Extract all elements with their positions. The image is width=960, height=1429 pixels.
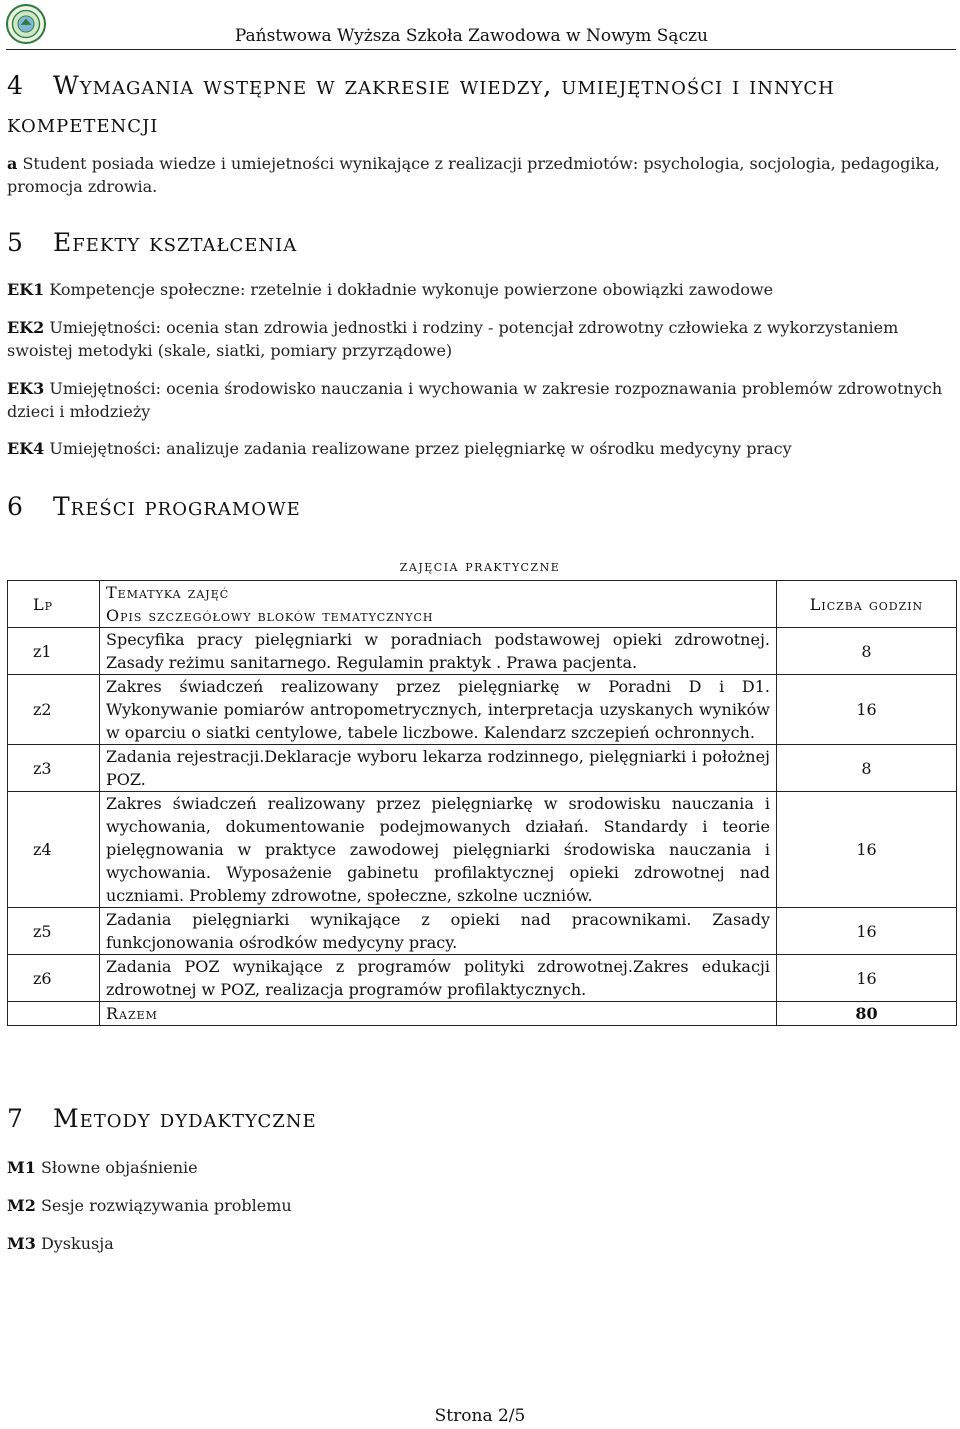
section-number: 7 (7, 1104, 24, 1133)
item-tag: M2 (7, 1196, 36, 1215)
row-topic: Specyfika pracy pielęgniarki w poradniach podstawowej opieki zdrowotnej. Zasady reżimu sanitarnego. Regulamin praktyk . Prawa pacjenta. (100, 628, 777, 675)
page-number: Strona 2/5 (434, 1406, 526, 1426)
section-number: 5 (7, 228, 24, 257)
section-number: 4 (7, 71, 24, 100)
section-title: Wymagania wstępne w zakresie wiedzy, umiejętności i innych kompetencji (7, 71, 835, 138)
row-topic: Zakres świadczeń realizowany przez pielęgniarkę w Poradni D i D1. Wykonywanie pomiarów antropometrycznych, interpretacja uzyskanych wyników w oparciu o siatki centylowe, tabele liczbowe. Kalendarz szczepień ochronnych. (100, 675, 777, 745)
outcome-item (7, 437, 957, 460)
header-lp: Lp (8, 581, 100, 628)
header-divider (6, 49, 956, 50)
row-topic: Zakres świadczeń realizowany przez pielęgniarkę w srodowisku nauczania i wychowania, dokumentowanie podejmowanych działań. Standardy i teorie pielęgnowania w praktyce zawodowej pielęgniarki środowiska nauczania i wychowania. Wyposażenie gabinetu profilaktycznej opieki zdrowotnej nad uczniami. Problemy zdrowotne, społeczne, szkolne uczniów. (100, 792, 777, 908)
row-topic: Zadania pielęgniarki wynikające z opieki nad pracownikami. Zasady funkcjonowania ośrodków medycyny pracy. (100, 908, 777, 955)
section-5-heading (7, 228, 297, 257)
row-lp: z4 (8, 792, 100, 908)
table-row (8, 955, 957, 1002)
table-row (8, 908, 957, 955)
item-text: Dyskusja (40, 1234, 114, 1253)
section-number: 6 (7, 492, 24, 521)
row-hours: 16 (777, 908, 957, 955)
section-6-heading (7, 492, 301, 521)
item-text: Umiejętności: ocenia stan zdrowia jednostki i rodziny - potencjał zdrowotny człowieka z wykorzystaniem swoistej metodyki (skale, siatki, pomiary przyrządowe) (7, 318, 899, 360)
item-text: Student posiada wiedze i umiejetności wynikające z realizacji przedmiotów: psychologia, socjologia, pedagogika, promocja zdrowia. (7, 154, 940, 196)
item-text: Umiejętności: ocenia środowisko nauczania i wychowania w zakresie rozpoznawania problemów zdrowotnych dzieci i młodzieży (7, 379, 943, 421)
item-tag: M3 (7, 1234, 36, 1253)
header-hours: Liczba godzin (777, 581, 957, 628)
item-text: Kompetencje społeczne: rzetelnie i dokładnie wykonuje powierzone obowiązki zawodowe (49, 280, 774, 299)
section-title: Treści programowe (53, 492, 301, 521)
table-row (8, 628, 957, 675)
total-value: 80 (777, 1002, 957, 1026)
table-row (8, 745, 957, 792)
item-tag: M1 (7, 1158, 36, 1177)
section-title: Efekty kształcenia (53, 228, 298, 257)
method-item (7, 1232, 957, 1255)
method-item (7, 1194, 957, 1217)
section-title: Metody dydaktyczne (53, 1104, 317, 1133)
outcome-item (7, 377, 957, 423)
table-caption: zajęcia praktyczne (399, 557, 561, 575)
section-4-heading (7, 67, 952, 143)
row-lp: z2 (8, 675, 100, 745)
item-tag: EK3 (7, 379, 45, 398)
item-text: Sesje rozwiązywania problemu (40, 1196, 292, 1215)
prerequisite-item (7, 152, 957, 198)
institution-name: Państwowa Wyższa Szkoła Zawodowa w Nowym Sączu (234, 26, 708, 46)
section-7-heading (7, 1104, 317, 1133)
row-topic: Zadania rejestracji.Deklaracje wyboru lekarza rodzinnego, pielęgniarki i położnej POZ. (100, 745, 777, 792)
item-tag: EK4 (7, 439, 45, 458)
row-lp: z6 (8, 955, 100, 1002)
table-total-row (8, 1002, 957, 1026)
total-empty-cell (8, 1002, 100, 1026)
table-header-row (8, 581, 957, 628)
table-row (8, 675, 957, 745)
method-item (7, 1156, 957, 1179)
table-row (8, 792, 957, 908)
row-hours: 16 (777, 675, 957, 745)
item-tag: a (7, 154, 18, 173)
total-label: Razem (100, 1002, 777, 1026)
header-topic (100, 581, 777, 628)
program-table (7, 580, 957, 1026)
row-lp: z3 (8, 745, 100, 792)
header-topic-title: Tematyka zajęć (106, 583, 230, 602)
row-hours: 16 (777, 955, 957, 1002)
row-hours: 16 (777, 792, 957, 908)
header-topic-detail: Opis szczegółowy bloków tematycznych (106, 606, 434, 625)
row-hours: 8 (777, 628, 957, 675)
row-hours: 8 (777, 745, 957, 792)
item-tag: EK2 (7, 318, 45, 337)
institution-logo (6, 4, 46, 44)
row-topic: Zadania POZ wynikające z programów polityki zdrowotnej.Zakres edukacji zdrowotnej w POZ, realizacja programów profilaktycznych. (100, 955, 777, 1002)
item-text: Słowne objaśnienie (40, 1158, 198, 1177)
item-tag: EK1 (7, 280, 45, 299)
outcome-item (7, 278, 957, 301)
item-text: Umiejętności: analizuje zadania realizowane przez pielęgniarkę w ośrodku medycyny pracy (49, 439, 792, 458)
row-lp: z5 (8, 908, 100, 955)
row-lp: z1 (8, 628, 100, 675)
outcome-item (7, 316, 957, 362)
